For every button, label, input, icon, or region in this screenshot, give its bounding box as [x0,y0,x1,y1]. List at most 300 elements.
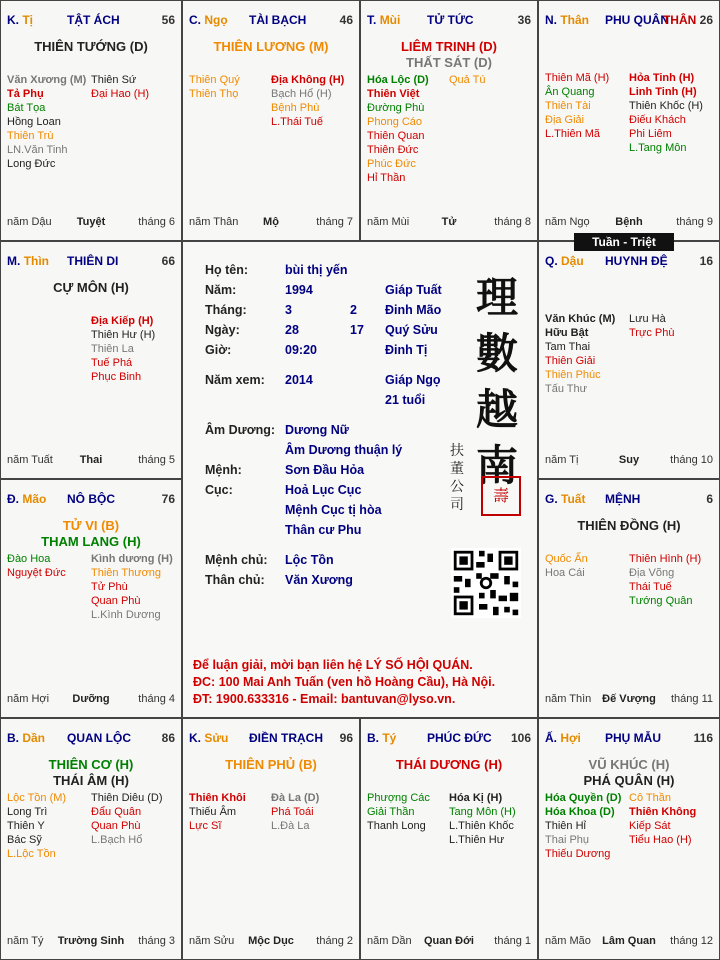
palace-suu[interactable] [182,718,360,960]
palace-stage: Đế Vượng [602,693,656,705]
palace-age: 16 [699,254,713,268]
palace-stem: M. [7,254,21,268]
minor-star: Thiên Phúc [545,369,601,381]
palace-header [189,731,353,747]
palace-branch-name: Mão [22,492,47,506]
minor-star: Trực Phù [629,327,675,339]
palace-stage: Dưỡng [72,693,110,705]
palace-header [545,13,713,29]
palace-footer [367,216,531,230]
palace-year: năm Hợi [7,693,50,705]
minor-star: Thanh Long [367,820,426,832]
palace-stem: C. [189,13,201,27]
palace-age: 106 [510,731,531,745]
menh-label: Mệnh: [205,463,242,477]
palace-stage: Quan Đới [424,935,474,947]
palace-header [7,254,175,270]
palace-year: năm Tị [545,454,579,466]
minor-star: Địa Không (H) [271,74,345,86]
ngay-label: Ngày: [205,323,240,337]
tuoi-value: 21 tuổi [385,393,426,407]
minor-star: Địa Võng [629,567,675,579]
minor-star: Cô Thần [629,792,671,804]
palace-footer [189,216,353,230]
palace-ngo[interactable] [182,0,360,241]
signature-char: 董 [450,461,464,477]
minor-star: Thiên Trù [7,130,54,142]
main-star: LIÊM TRINH (D) [400,39,498,54]
palace-branch [7,731,45,745]
minor-star: Phượng Các [367,792,430,804]
palace-stem: G. [545,492,558,506]
minor-star: Thiên Giải [545,355,596,367]
minor-star: Tuế Phá [91,357,133,369]
ngay-value: 28 [285,323,299,337]
minor-star: Đào Hoa [7,553,51,565]
palace-month: tháng 5 [138,454,175,466]
palace-dau[interactable] [538,241,720,479]
main-star: THIÊN LƯƠNG (M) [213,39,329,54]
palace-branch-name: Thìn [23,254,50,268]
palace-year: năm Mùi [367,216,410,228]
palace-year: năm Sửu [189,935,235,947]
minor-star: L.Đà La [271,820,310,832]
minor-star: Phi Liêm [629,128,672,140]
palace-branch-name: Tuất [561,492,586,506]
ngay-can-chi: Quý Sửu [385,323,438,337]
minor-star: Thiên La [91,343,134,355]
nam-value: 1994 [285,283,313,297]
palace-mao[interactable] [0,479,182,718]
palace-branch [189,731,228,745]
main-star: THÁI ÂM (H) [53,773,129,788]
main-stars [539,757,719,789]
nam-xem-label: Năm xem: [205,373,265,387]
stars-left [7,791,88,861]
minor-star: L.Kình Dương [91,609,161,621]
palace-stem: K. [7,13,19,27]
minor-star: L.Thiên Khốc [449,820,514,832]
minor-star: Thiên Tài [545,100,591,112]
cuc-label: Cục: [205,483,233,497]
calligraphy-char: 數 [475,329,518,378]
than-chu-value: Văn Xương [285,573,353,587]
palace-month: tháng 7 [316,216,353,228]
nam-xem-can-chi: Giáp Ngọ [385,373,441,387]
palace-title: TẬT ÁCH [67,13,120,27]
palace-branch-name: Sửu [204,731,229,745]
menh-chu-label: Mệnh chủ: [205,553,268,567]
minor-star: Quan Phù [91,595,141,607]
contact-line-3: ĐT: 1900.633316 - Email: bantuvan@lyso.vn. [193,692,456,706]
minor-star: Lưu Hà [629,313,666,325]
main-star: THIÊN ĐỒNG (H) [577,518,681,533]
palace-ty[interactable] [0,0,182,241]
signature-char: 扶 [450,443,464,459]
signature [447,442,467,514]
minor-star: Tiểu Hao (H) [629,834,692,846]
minor-star: L.Thái Tuế [271,116,323,128]
minor-star: Lộc Tồn (M) [7,792,67,804]
stars-left [7,552,88,580]
minor-star: Hóa Kị (H) [449,792,503,804]
main-stars [183,757,359,773]
stars-right [449,73,528,87]
minor-star: Thiên Y [7,820,45,832]
palace-age: 76 [161,492,175,506]
main-star: THÁI DƯƠNG (H) [395,757,503,772]
palace-age: 6 [706,492,713,506]
minor-star: Bệnh Phù [271,102,320,114]
am-duong-value-1: Dương Nữ [285,423,349,437]
main-stars [1,280,181,296]
minor-star: L.Thiên Hư [449,834,505,846]
palace-branch [545,731,581,745]
minor-star: Bác Sỹ [7,834,42,846]
stars-left [367,791,446,833]
minor-star: Tả Phụ [7,88,44,100]
red-seal: 壽 [481,476,521,516]
tuan-triet-badge: Tuần - Triệt [574,233,674,251]
main-star: TỬ VI (B) [62,518,120,533]
palace-header [545,492,713,508]
minor-star: Thiên Diêu (D) [91,792,163,804]
main-stars [1,518,181,550]
palace-footer [7,935,175,949]
palace-number [162,492,175,506]
minor-star: Thiên Không [629,806,697,818]
palace-month: tháng 3 [138,935,175,947]
stars-right [629,312,710,340]
palace-number [700,254,713,268]
palace-number [511,731,531,745]
minor-star: Ân Quang [545,86,595,98]
main-star: THIÊN CƠ (H) [48,757,134,772]
minor-star: Quốc Ấn [545,553,588,565]
palace-age: 46 [339,13,353,27]
minor-star: Thiếu Âm [189,806,237,818]
minor-star: Nguyệt Đức [7,567,66,579]
palace-stage: Bệnh [615,216,643,228]
stars-right [91,791,172,847]
minor-star: Hóa Lộc (D) [367,74,429,86]
palace-stage: Mộ [263,216,279,228]
stars-right [629,791,710,847]
palace-age: 26 [699,13,713,27]
palace-branch-name: Dần [22,731,46,745]
palace-branch [367,13,400,27]
ngay-am-lich: 17 [350,323,364,337]
palace-mui[interactable] [360,0,538,241]
gio-can-chi: Đinh Tị [385,343,428,357]
palace-stem: K. [189,731,201,745]
palace-month: tháng 10 [670,454,713,466]
ho-ten-label: Họ tên: [205,263,249,277]
palace-footer [189,935,353,949]
palace-stage: Lâm Quan [602,935,656,947]
palace-dan[interactable] [0,718,182,960]
stars-right [449,791,528,847]
minor-star: Hóa Quyền (D) [545,792,622,804]
palace-stem: T. [367,13,377,27]
palace-month: tháng 6 [138,216,175,228]
than-tag: THÂN [662,13,697,27]
palace-branch [7,13,33,27]
stars-right [91,552,172,622]
minor-star: Tướng Quân [629,595,693,607]
minor-star: L.Thiên Mã [545,128,601,140]
center-info-panel [182,241,538,718]
thang-label: Tháng: [205,303,247,317]
palace-stem: Ấ. [545,731,557,745]
palace-header [7,13,175,29]
palace-branch [189,13,228,27]
contact-line-2: ĐC: 100 Mai Anh Tuấn (ven hồ Hoàng Cầu), Hà Nội. [193,675,496,689]
palace-year: năm Ngọ [545,216,590,228]
palace-year: năm Tuất [7,454,53,466]
minor-star: Thiên Đức [367,144,419,156]
palace-branch-name: Mùi [379,13,401,27]
palace-number [659,13,713,27]
palace-header [7,492,175,508]
than-chu-label: Thân chủ: [205,573,265,587]
palace-stem: Đ. [7,492,19,506]
stars-left [189,791,268,833]
palace-title: QUAN LỘC [67,731,131,745]
minor-star: Giải Thần [367,806,415,818]
main-stars [1,39,181,55]
main-star: THẤT SÁT (D) [406,55,492,70]
minor-star: Đà La (D) [271,792,320,804]
main-star: THAM LANG (H) [41,534,141,549]
palace-branch [7,254,49,268]
signature-char: 公 [450,479,464,495]
palace-stem: N. [545,13,557,27]
main-star: THIÊN TƯỚNG (D) [34,39,148,54]
palace-month: tháng 8 [494,216,531,228]
minor-star: Phúc Đức [367,158,416,170]
palace-footer [545,454,713,468]
minor-star: Bát Tọa [7,102,46,114]
palace-branch [545,13,589,27]
minor-star: Đường Phù [367,102,425,114]
main-star: VŨ KHÚC (H) [588,757,670,772]
minor-star: L.Bạch Hổ [91,834,143,846]
nam-label: Năm: [205,283,237,297]
palace-number [706,492,713,506]
palace-number [162,13,175,27]
minor-star: Quan Phù [91,820,141,832]
stars-left [189,73,268,101]
minor-star: Thiên Thương [91,567,162,579]
stars-left [367,73,446,185]
menh-value: Sơn Đầu Hỏa [285,463,365,477]
palace-age: 86 [161,731,175,745]
palace-year: năm Thân [189,216,239,228]
minor-star: Đẩu Quân [91,806,142,818]
palace-branch [545,492,585,506]
palace-footer [545,935,713,949]
cuc-value-3: Thân cư Phu [285,523,362,537]
palace-hoi[interactable] [538,718,720,960]
thang-value: 3 [285,303,292,317]
thang-am-lich: 2 [350,303,357,317]
palace-number [518,13,531,27]
palace-stage: Mộc Dục [248,935,294,947]
palace-number [694,731,713,745]
contact-info [193,657,495,708]
calligraphy-char: 理 [475,273,518,322]
gio-label: Giờ: [205,343,232,357]
contact-line-1: Để luận giải, mời bạn liên hệ LÝ SỐ HỘI QUÁN. [193,658,473,672]
palace-branch-name: Hợi [560,731,581,745]
stars-left [545,312,626,396]
stars-right [91,73,172,101]
palace-stage: Thai [79,454,103,466]
palace-year: năm Thìn [545,693,592,705]
palace-age: 66 [161,254,175,268]
stars-right [271,791,350,833]
minor-star: Thiên Quan [367,130,425,142]
minor-star: Thiên Khôi [189,792,246,804]
minor-star: Hoa Cái [545,567,585,579]
minor-star: Thiên Thọ [189,88,239,100]
minor-star: Hóa Khoa (D) [545,806,615,818]
palace-month: tháng 1 [494,935,531,947]
palace-header [367,13,531,29]
stars-left [545,71,626,141]
signature-char: 司 [450,497,464,513]
palace-header [545,731,713,747]
minor-star: Địa Kiếp (H) [91,315,154,327]
palace-than[interactable] [538,0,720,241]
palace-title: TỬ TỨC [427,13,474,27]
minor-star: Thiên Quý [189,74,240,86]
minor-star: Điếu Khách [629,114,686,126]
minor-star: Hỏa Tinh (H) [629,72,695,84]
palace-footer [7,693,175,707]
stars-left [545,552,626,580]
minor-star: Hỉ Thần [367,172,406,184]
calligraphy-char: 南 [475,441,518,490]
minor-star: Long Trì [7,806,48,818]
palace-title: HUYNH ĐỆ [605,254,668,268]
palace-stage: Trường Sinh [57,935,125,947]
minor-star: Thai Phụ [545,834,590,846]
minor-star: Thiên Việt [367,88,420,100]
minor-star: Thiên Hình (H) [629,553,702,565]
palace-month: tháng 11 [670,693,713,705]
palace-branch [7,492,46,506]
palace-header [545,254,713,270]
palace-month: tháng 2 [316,935,353,947]
minor-star: Thiên Sứ [91,74,137,86]
am-duong-value-2: Âm Dương thuận lý [285,443,403,457]
palace-title: PHỤ MẪU [605,731,661,745]
palace-number [162,731,175,745]
main-stars [539,518,719,534]
minor-star: Thiên Khốc (H) [629,100,703,112]
nam-can-chi: Giáp Tuất [385,283,442,297]
minor-star: Kình dương (H) [91,553,173,565]
am-duong-label: Âm Dương: [205,423,276,437]
menh-chu-value: Lộc Tồn [285,553,334,567]
palace-branch-name: Thân [560,13,590,27]
calligraphy-char: 越 [475,385,518,434]
palace-footer [545,693,713,707]
stars-left [545,791,626,861]
palace-title: TÀI BẠCH [249,13,307,27]
thang-can-chi: Đinh Mão [385,303,442,317]
palace-year: năm Mão [545,935,591,947]
main-stars [183,39,359,55]
palace-footer [545,216,713,230]
minor-star: Bạch Hổ (H) [271,88,332,100]
main-stars [361,757,537,773]
minor-star: Linh Tinh (H) [629,86,697,98]
palace-title: THIÊN DI [67,254,119,268]
palace-age: 56 [161,13,175,27]
palace-thin[interactable] [0,241,182,479]
palace-age: 96 [339,731,353,745]
palace-branch [367,731,396,745]
qr-code[interactable] [451,548,521,618]
minor-star: Lực Sĩ [189,820,222,832]
minor-star: Phong Cáo [367,116,423,128]
palace-number [162,254,175,268]
nam-xem-value: 2014 [285,373,313,387]
palace-stage: Tuyệt [76,216,106,228]
palace-branch-name: Ngọ [204,13,228,27]
ho-ten-value: bùi thị yến [285,263,348,277]
palace-stage: Tử [441,216,457,228]
minor-star: L.Lộc Tồn [7,848,56,860]
minor-star: Thiên Hỉ [545,820,586,832]
minor-star: Kiếp Sát [629,820,671,832]
minor-star: Tấu Thư [545,383,588,395]
calligraphy-logo [471,270,523,494]
minor-star: Quả Tú [449,74,486,86]
minor-star: Thiên Mã (H) [545,72,610,84]
palace-header [189,13,353,29]
palace-title: PHU QUÂN [605,13,670,27]
minor-star: Đại Hao (H) [91,88,150,100]
main-stars [1,757,181,789]
palace-footer [7,216,175,230]
minor-star: Thiên Hư (H) [91,329,156,341]
palace-tuat[interactable] [538,479,720,718]
palace-month: tháng 4 [138,693,175,705]
palace-ty2[interactable] [360,718,538,960]
minor-star: Văn Khúc (M) [545,313,616,325]
palace-branch-name: Dậu [561,254,584,268]
palace-branch-name: Tý [382,731,397,745]
minor-star: LN.Văn Tinh [7,144,68,156]
stars-right [629,552,710,608]
palace-header [367,731,531,747]
minor-star: Hữu Bật [545,327,589,339]
palace-branch-name: Tị [22,13,34,27]
palace-stem: Q. [545,254,558,268]
minor-star: Thiếu Dương [545,848,611,860]
palace-age: 36 [517,13,531,27]
palace-header [7,731,175,747]
palace-number [340,731,353,745]
minor-star: Thái Tuế [629,581,672,593]
palace-stem: B. [367,731,379,745]
main-star: CỰ MÔN (H) [53,280,129,295]
palace-footer [367,935,531,949]
